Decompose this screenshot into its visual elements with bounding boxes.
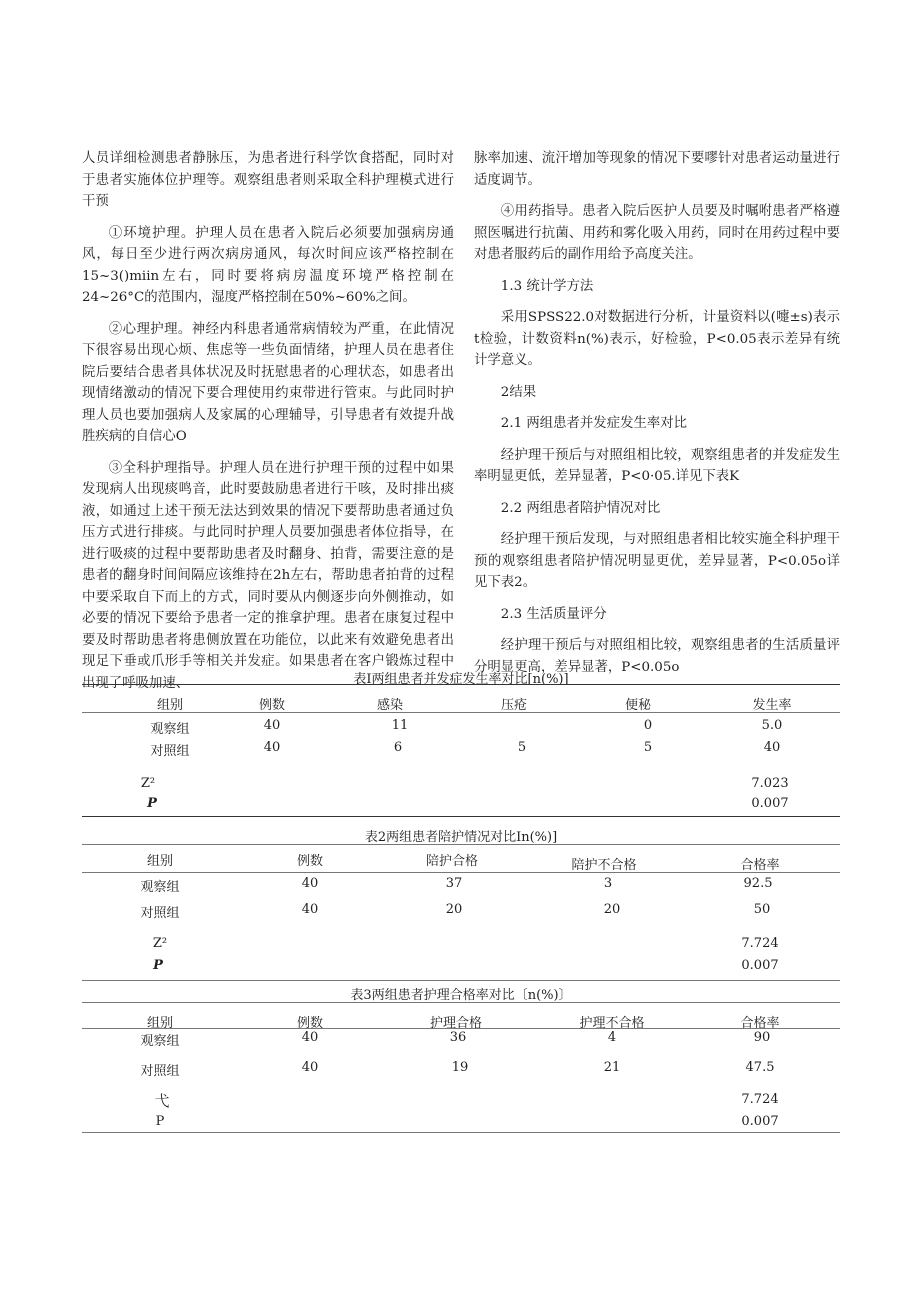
table-2-header-rate: 合格率 (740, 858, 780, 873)
table-1-top-rule (82, 684, 840, 685)
table-1-row-2-rate: 40 (763, 740, 781, 755)
table-3-row-2-qualified: 19 (451, 1060, 469, 1075)
table-1-row-2-infection: 6 (393, 740, 403, 755)
table-2-header-qualified: 陪护合格 (425, 854, 479, 869)
right-paragraph-statistics: 采用SPSS22.0对数据进行分析，计量资料以(嚏±s)表示t检验，计数资料n(%)表示，好检验，P<0.05表示差异有统计学意义。 (474, 310, 840, 368)
table-3-row-1-count: 40 (301, 1030, 319, 1045)
table-1-header-rate: 发生率 (752, 698, 792, 713)
table-2-row-2-qualified: 20 (445, 902, 463, 917)
table-1-bottom-rule (82, 816, 840, 817)
table-1-chi-square-value: 7.023 (751, 776, 789, 791)
section-heading-1-3: 1.3 统计学方法 (500, 278, 594, 294)
table-2-row-2-rate: 50 (753, 902, 771, 917)
right-paragraph-1: 脉率加速、流汗增加等现象的情况下要嘐针对患者运动量进行适度调节。 (474, 151, 840, 188)
table-1-header-constipation: 便秘 (624, 698, 652, 713)
table-2-chi-square-label: Z² (152, 936, 168, 951)
section-heading-2-3: 2.3 生活质量评分 (500, 606, 607, 622)
table-3-header-unqualified: 护理不合格 (579, 1016, 645, 1031)
right-text-column (474, 148, 840, 688)
table-2-row-1-qualified: 37 (445, 876, 463, 891)
table-2-row-1-count: 40 (301, 876, 319, 891)
table-1-row-1-count: 40 (263, 718, 281, 733)
table-1-row-1-group: 观察组 (150, 722, 190, 737)
table-3-bottom-rule (82, 1132, 840, 1133)
table-1-row-2-group: 对照组 (150, 744, 190, 759)
table-2-row-2-count: 40 (301, 902, 319, 917)
table-3-p-label: P (155, 1114, 165, 1129)
table-2-p-value: 0.007 (741, 958, 779, 973)
table-3-header-rate: 合格率 (740, 1016, 780, 1031)
table-3-row-2-unqualified: 21 (603, 1060, 621, 1075)
section-heading-2-2: 2.2 两组患者陪护情况对比 (500, 500, 661, 516)
table-1-p-value: 0.007 (751, 796, 789, 811)
table-3-row-1-unqualified: 4 (607, 1030, 617, 1045)
table-3-header-rule (82, 1028, 840, 1029)
table-2-bottom-rule (82, 980, 840, 981)
table-1 (82, 666, 840, 818)
table-3-row-2-group: 对照组 (140, 1064, 180, 1079)
table-2-chi-square-value: 7.724 (741, 936, 779, 951)
table-1-header-group: 组别 (156, 698, 184, 713)
table-3-header-count: 例数 (296, 1016, 324, 1031)
right-paragraph-quality-of-life: 经护理干预后与对照组相比较，观察组患者的生活质量评分明显更高，差异显著，P<0.05o (474, 638, 840, 675)
right-paragraph-medication: ④用药指导。患者入院后医护人员要及时嘱咐患者严格遵照医嘱进行抗菌、用药和雾化吸入用药，同时在用药过程中要对患者服药后的副作用给予高度关注。 (474, 204, 840, 262)
table-2-row-1-unqualified: 3 (603, 876, 613, 891)
left-paragraph-psychology: ②心理护理。神经内科患者通常病情较为严重，在此情况下很容易出现心烦、焦虑等一些负面情绪，护理人员在患者住院后要结合患者具体状况及时抚慰患者的心理状态，如患者出现情绪激动的情况下要合理使用约束带进行管束。与此同时护理人员也要加强病人及家属的心理辅导，引导患者有效提升战胜疾病的自信心O (82, 321, 454, 444)
left-paragraph-1: 人员详细检测患者静脉压，为患者进行科学饮食搭配，同时对于患者实施体位护理等。观察组患者则采取全科护理模式进行干预 (82, 151, 454, 209)
table-1-header-infection: 感染 (376, 698, 404, 713)
left-paragraph-general-care: ③全科护理指导。护理人员在进行护理干预的过程中如果发现病人出现痰鸣音，此时要鼓励患者进行干咳，及时排出痰液，如通过上述干预无法达到效果的情况下要帮助患者通过负压方式进行排痰。与此同时护理人员要加强患者体位指导，在进行吸痰的过程中要帮助患者及时翻身、拍背，需要注意的是患者的翻身时间间隔应该维持在2h左右，帮助患者拍背的过程中要采取自下而上的方式，同时要从内侧逐步向外侧推动，如必要的情况下要给予患者一定的推拿护理。患者在康复过程中要及时帮助患者将患侧放置在功能位，以此来有效避免患者出现足下垂或爪形手等相关并发症。如果患者在客户锻炼过程中出现了呼吸加速、 (82, 460, 454, 691)
table-1-row-2-count: 40 (263, 740, 281, 755)
table-1-row-1-constipation: 0 (643, 718, 653, 733)
table-3-row-1-qualified: 36 (449, 1030, 467, 1045)
table-3 (82, 984, 840, 1134)
table-2-header-unqualified: 陪护不合格 (571, 858, 637, 873)
table-1-row-2-constipation: 5 (643, 740, 653, 755)
table-1-chi-square-label: Z² (140, 776, 156, 791)
left-paragraph-environment: ①环境护理。护理人员在患者入院后必须要加强病房通风，每日至少进行两次病房通风，每次时间应该严格控制在15~3()miin左右，同时要将病房温度环境严格控制在24~26°C的范围内，湿度严格控制在50%~60%之间。 (82, 225, 454, 305)
table-3-row-1-rate: 90 (753, 1030, 771, 1045)
table-2-row-1-group: 观察组 (140, 880, 180, 895)
table-3-row-2-count: 40 (301, 1060, 319, 1075)
left-text-column (82, 148, 454, 704)
right-paragraph-accompany: 经护理干预后发现，与对照组患者相比较实施全科护理干预的观察组患者陪护情况明显更优，差异显著，P<0.05o详见下表2。 (474, 532, 840, 590)
table-1-header-count: 例数 (258, 698, 286, 713)
table-3-row-2-rate: 47.5 (745, 1060, 775, 1075)
table-3-chi-square-value: 7.724 (741, 1092, 779, 1107)
table-2-row-2-group: 对照组 (140, 906, 180, 921)
table-1-row-1-infection: 11 (391, 718, 409, 733)
table-2 (82, 824, 840, 984)
table-1-header-rule (82, 712, 840, 713)
table-1-row-1-rate: 5.0 (761, 718, 783, 733)
table-3-top-rule (82, 1002, 840, 1003)
table-2-header-count: 例数 (296, 854, 324, 869)
table-3-chi-square-label: 弋 (154, 1092, 170, 1110)
table-1-p-label: P (147, 796, 157, 811)
section-heading-2: 2结果 (500, 384, 537, 400)
table-2-row-1-rate: 92.5 (743, 876, 773, 891)
table-2-header-group: 组别 (146, 854, 174, 869)
right-paragraph-complications: 经护理干预后与对照组相比较，观察组患者的并发症发生率明显更低，差异显著，P<0·05.详见下表K (474, 447, 840, 484)
table-2-row-2-unqualified: 20 (603, 902, 621, 917)
section-heading-2-1: 2.1 两组患者并发症发生率对比 (500, 416, 688, 431)
table-3-p-value: 0.007 (741, 1114, 779, 1129)
table-2-top-rule (82, 844, 840, 845)
table-1-header-pressure-sore: 压疮 (500, 698, 528, 713)
table-2-caption: 表2两组患者陪护情况对比In(%)] (364, 830, 558, 845)
table-3-caption: 表3两组患者护理合格率对比〔n(%)〕 (350, 988, 572, 1003)
table-3-header-group: 组别 (146, 1016, 174, 1031)
table-3-header-qualified: 护理合格 (429, 1016, 483, 1031)
table-1-caption: 表I两组患者并发症发生率对比[n(%)] (353, 672, 569, 687)
table-2-p-label: P (153, 958, 163, 973)
table-3-row-1-group: 观察组 (140, 1034, 180, 1049)
table-1-row-2-pressure-sore: 5 (517, 740, 527, 755)
table-2-header-rule (82, 872, 840, 873)
